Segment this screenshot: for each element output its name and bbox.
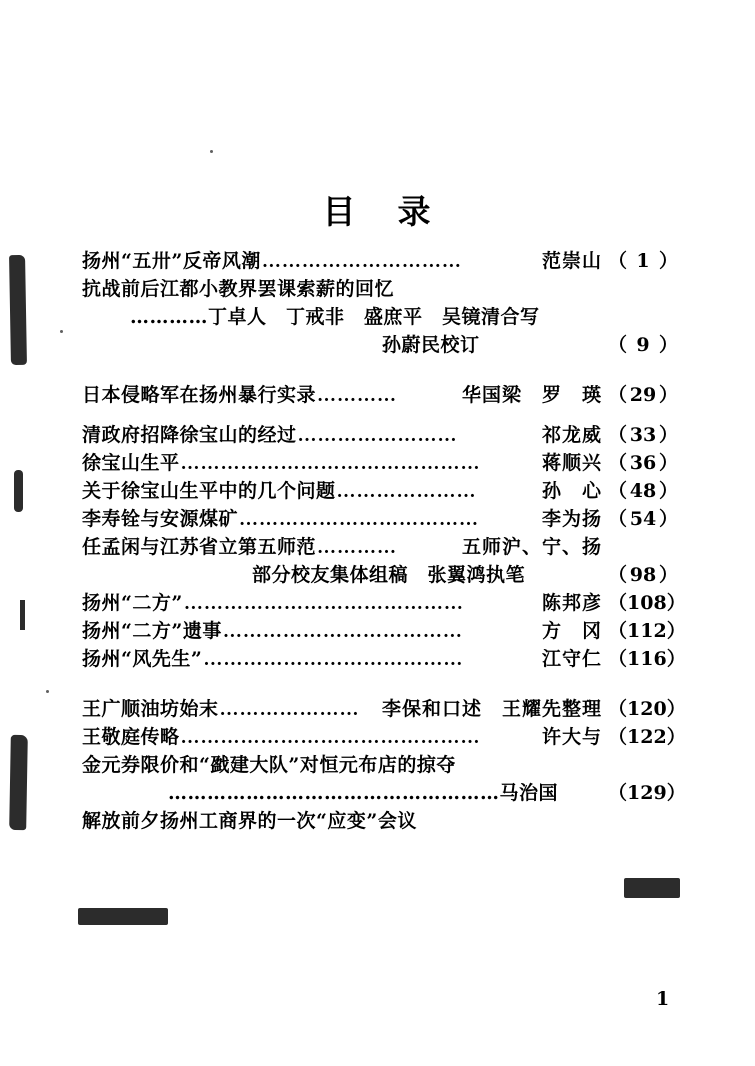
toc-entry[interactable] [82,538,686,557]
paren-close: ） [666,726,686,748]
paren-close: ） [659,424,679,446]
paren-open: （ [608,726,628,748]
toc-entry-leader: ………………… [219,700,360,719]
toc-entry-author: 祁龙威 [541,424,602,446]
toc-entry-page-number [602,622,686,641]
page-number-value: 108 [627,592,667,614]
toc-entry-title: 扬州“风先生” [82,648,203,670]
toc-entry-page-number [602,454,686,473]
paren-open: （ [608,452,628,474]
paren-close: ） [659,508,679,530]
page-number-value: 54 [629,508,657,530]
toc-entry-title: 任孟闲与江苏省立第五师范 [82,536,317,558]
toc-entry-title: 日本侵略军在扬州暴行实录 [82,384,317,406]
paren-open: （ [608,592,628,614]
toc-section-gap [82,678,686,700]
scan-artifact-right-smudge [624,878,680,898]
toc-entry-page-number [602,510,686,529]
toc-entry-title: 扬州“二方” [82,592,183,614]
toc-entry[interactable] [82,386,686,405]
toc-entry-leader: ………… [317,538,398,557]
toc-entry-page-number [602,784,686,803]
toc-entry[interactable] [82,510,686,529]
page-number-value: 33 [629,424,657,446]
scan-artifact-left-mid [14,470,23,512]
toc-entry-leader: ………………………… [261,252,462,271]
paren-close: ） [666,648,686,670]
paren-open: （ [608,334,628,356]
paren-open: （ [608,424,628,446]
paren-close: ） [659,480,679,502]
paren-open: （ [608,564,628,586]
toc-entry-page-number [602,386,686,405]
paren-open: （ [608,250,628,272]
page-number-value: 98 [629,564,657,586]
page-number-value: 29 [629,384,657,406]
toc-entry-leader: ………………………………… [203,650,464,669]
page-title-char-1: 目 [322,192,358,231]
toc-entry-author: 华国梁 罗 瑛 [461,384,602,406]
toc-entry-title: 李寿铨与安源煤矿 [82,508,239,530]
toc-entry-leader: …………………………………… [183,594,464,613]
toc-entry-page-number [602,336,686,355]
toc-entry-page-number [602,594,686,613]
paren-close: ） [659,452,679,474]
toc-entry-author: 李为扬 [541,508,602,530]
scan-speck [46,690,49,693]
toc-entry-author: 江守仁 [541,648,602,670]
toc-entry-author: 孙 心 [541,480,602,502]
page-number-value: 120 [627,698,667,720]
toc-entry[interactable] [82,482,686,501]
toc-entry-leader: …………………… [297,426,458,445]
toc-entry[interactable] [82,756,686,775]
toc-entry-continuation [82,566,686,585]
toc-entry-leader: ………………… [336,482,477,501]
paren-open: （ [608,508,628,530]
toc-entry-author: 五师沪、宁、扬 [461,536,602,558]
table-of-contents [82,252,686,840]
paren-close: ） [659,250,679,272]
toc-entry[interactable] [82,622,686,641]
toc-entry-title: 王敬庭传略 [82,726,180,748]
page-number-value: 116 [627,648,667,670]
page-number-value: 129 [627,782,667,804]
toc-entry-page-number [602,482,686,501]
page-number-value: 9 [636,334,650,356]
toc-continuation-text: …………丁卓人 丁戒非 盛庶平 吴镜清合写 [130,306,540,328]
toc-entry-title: 金元券限价和“戤建大队”对恒元布店的掠夺 [82,754,456,776]
toc-entry[interactable] [82,594,686,613]
paren-open: （ [608,698,628,720]
toc-entry[interactable] [82,280,686,299]
toc-entry-leader: ……………………………… [239,510,480,529]
toc-entry-title: 解放前夕扬州工商界的一次“应变”会议 [82,810,417,832]
toc-entry[interactable] [82,426,686,445]
toc-entry-leader: ……………………………………… [180,454,481,473]
page-number-value: 122 [627,726,667,748]
paren-open: （ [608,782,628,804]
toc-entry-leader: ……………………………………… [180,728,481,747]
paren-open: （ [608,620,628,642]
toc-entry-title: 扬州“二方”遗事 [82,620,222,642]
toc-entry-continuation [82,336,686,355]
paren-close: ） [666,698,686,720]
page-number-value: 36 [629,452,657,474]
toc-entry-continuation [82,784,686,803]
paren-close: ） [659,334,679,356]
paren-open: （ [608,648,628,670]
scan-artifact-bottom-smudge [78,908,168,925]
toc-entry-title: 清政府招降徐宝山的经过 [82,424,297,446]
toc-entry-author: 许大与 [541,726,602,748]
toc-entry-page-number [602,700,686,719]
toc-entry-author: 李保和口述 王耀先整理 [381,698,602,720]
toc-entry-page-number [602,728,686,747]
page-number-value: 48 [629,480,657,502]
page-number: 1 [656,988,670,1010]
scan-artifact-left-small [20,600,25,630]
toc-entry[interactable] [82,252,686,271]
paren-open: （ [608,384,628,406]
toc-continuation-text: 孙蔚民校订 [382,334,480,356]
toc-entry-title: 徐宝山生平 [82,452,180,474]
page-title [0,186,755,233]
toc-continuation-text: 部分校友集体组稿 张翼鸿执笔 [252,564,526,586]
scan-speck [60,330,63,333]
paren-close: ） [666,620,686,642]
toc-entry[interactable] [82,728,686,747]
page-number-value: 112 [627,620,667,642]
page-number-value: 1 [636,250,650,272]
toc-entry[interactable] [82,454,686,473]
paren-close: ） [666,782,686,804]
toc-entry[interactable] [82,650,686,669]
toc-entry-leader: ………… [317,386,398,405]
toc-entry-author: 方 冈 [541,620,602,642]
paren-open: （ [608,480,628,502]
toc-entry-title: 扬州“五卅”反帝风潮 [82,250,261,272]
toc-entry-author: 范崇山 [541,250,602,272]
toc-entry-title: 关于徐宝山生平中的几个问题 [82,480,336,502]
page-title-char-2: 录 [397,192,433,231]
paren-close: ） [659,564,679,586]
toc-entry-page-number [602,566,686,585]
toc-entry-author: 陈邦彦 [541,592,602,614]
toc-entry[interactable] [82,700,686,719]
toc-entry-author: 蒋顺兴 [541,452,602,474]
toc-entry-leader: ……………………………… [222,622,463,641]
toc-entry-page-number [602,650,686,669]
paren-close: ） [659,384,679,406]
toc-entry-page-number [602,426,686,445]
toc-entry-title: 抗战前后江都小教界罢课索薪的回忆 [82,278,395,300]
scan-artifact-left-top [9,255,27,365]
toc-entry-title: 王广顺油坊始末 [82,698,219,720]
toc-section-gap [82,364,686,386]
toc-entry-page-number [602,252,686,271]
scan-speck [210,150,213,153]
toc-entry[interactable] [82,812,686,831]
toc-entry-continuation [82,308,686,327]
scan-artifact-left-bottom [9,735,28,830]
paren-close: ） [666,592,686,614]
toc-continuation-text: ……………………………………………马治国 [168,782,559,804]
